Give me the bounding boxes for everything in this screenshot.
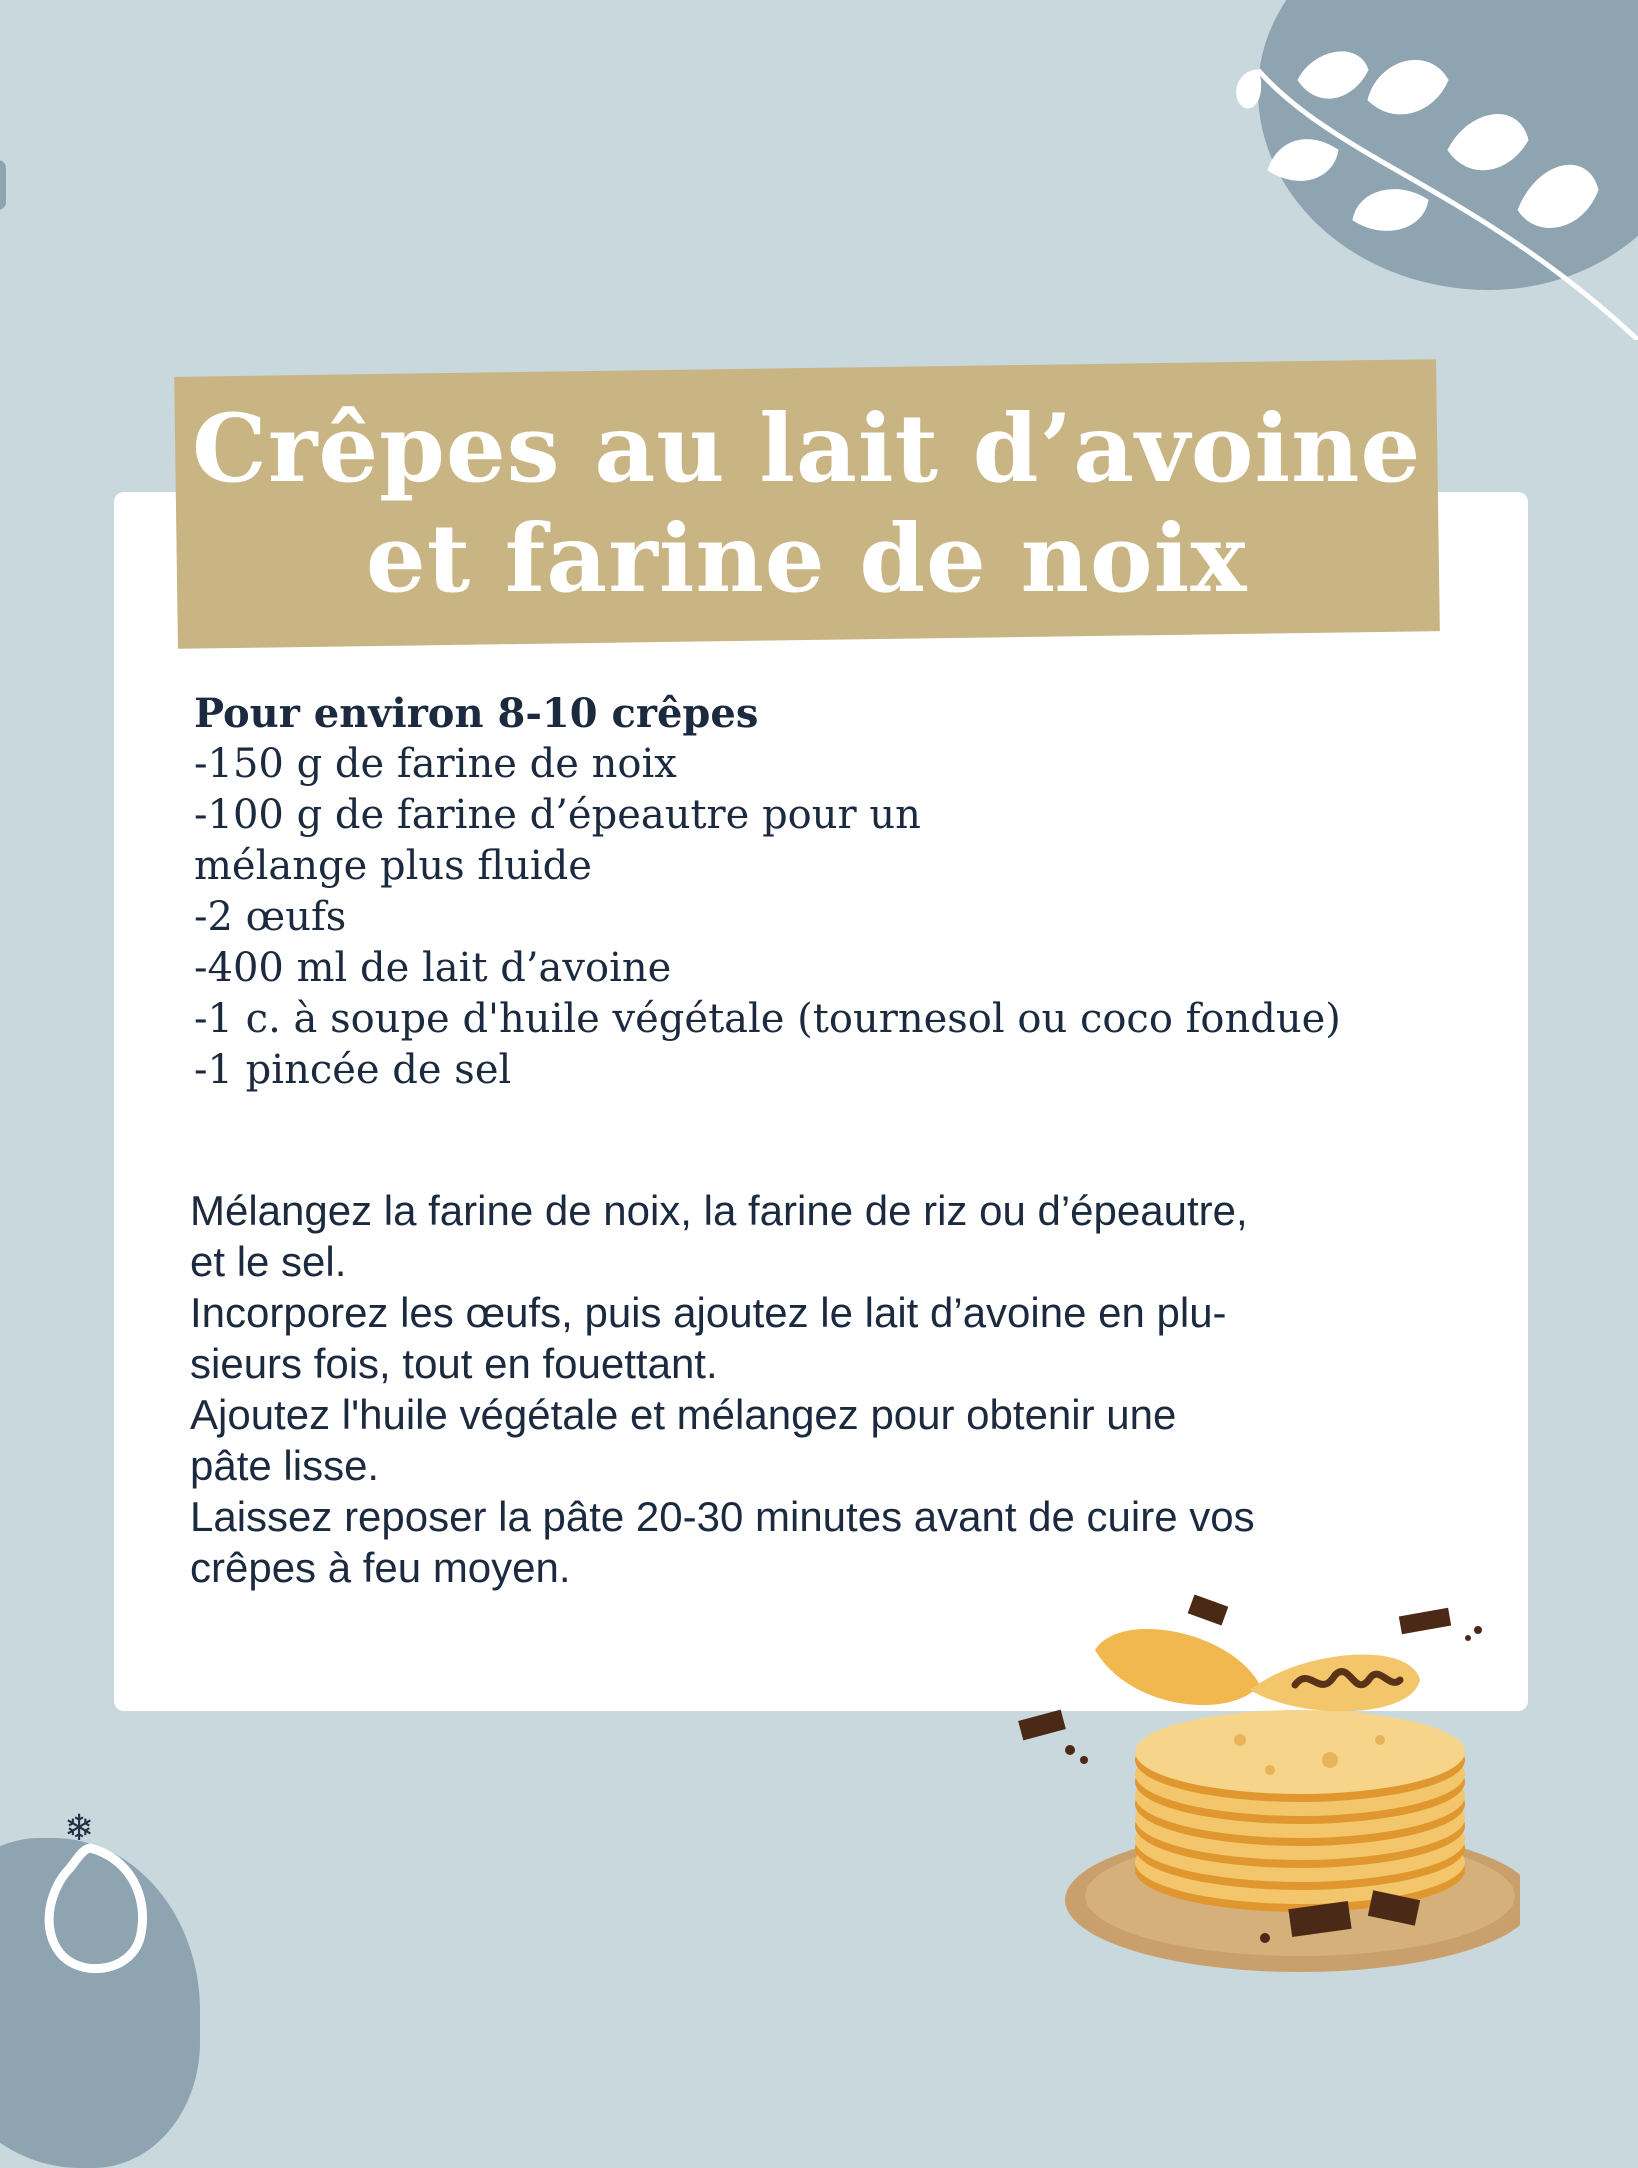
crepe-stack-illustration bbox=[1000, 1590, 1520, 1990]
decorative-blob-left-edge bbox=[0, 160, 6, 210]
ingredient-line: -1 c. à soupe d'huile végétale (tournesol ou coco fondue) bbox=[194, 996, 1341, 1042]
snowflake-icon: ❄ bbox=[64, 1808, 95, 1849]
leaf-branch-icon bbox=[1218, 40, 1638, 340]
recipe-title-line-1: Crêpes au lait d’avoine bbox=[192, 394, 1422, 504]
instruction-line: Laissez reposer la pâte 20-30 minutes avant de cuire vos bbox=[190, 1493, 1255, 1540]
ingredient-line: -2 œufs bbox=[194, 894, 347, 940]
instruction-line: et le sel. bbox=[190, 1238, 347, 1285]
instruction-line: sieurs fois, tout en fouettant. bbox=[190, 1340, 718, 1387]
instruction-line: crêpes à feu moyen. bbox=[190, 1544, 571, 1591]
instruction-line: Mélangez la farine de noix, la farine de riz ou d’épeautre, bbox=[190, 1187, 1248, 1234]
instruction-line: Ajoutez l'huile végétale et mélangez pour obtenir une bbox=[190, 1391, 1177, 1438]
ingredients-section bbox=[194, 688, 1494, 1096]
ingredient-line: -400 ml de lait d’avoine bbox=[194, 945, 672, 991]
instruction-line: Incorporez les œufs, puis ajoutez le lait d’avoine en plu- bbox=[190, 1289, 1227, 1336]
ingredient-line: -1 pincée de sel bbox=[194, 1047, 512, 1093]
ingredient-line: -150 g de farine de noix bbox=[194, 741, 677, 787]
ingredients-heading: Pour environ 8-10 crêpes bbox=[194, 690, 759, 737]
instruction-line: pâte lisse. bbox=[190, 1442, 380, 1489]
recipe-title bbox=[192, 394, 1421, 614]
ingredient-line: mélange plus fluide bbox=[194, 843, 592, 889]
recipe-title-line-2: et farine de noix bbox=[366, 504, 1248, 614]
title-banner bbox=[174, 359, 1440, 649]
instructions-section bbox=[190, 1185, 1430, 1593]
ring-outline-icon bbox=[20, 1828, 160, 1988]
flying-crepe bbox=[1095, 1629, 1420, 1711]
crepe-stack bbox=[1135, 1710, 1465, 1912]
ingredient-line: -100 g de farine d’épeautre pour un bbox=[194, 792, 921, 838]
